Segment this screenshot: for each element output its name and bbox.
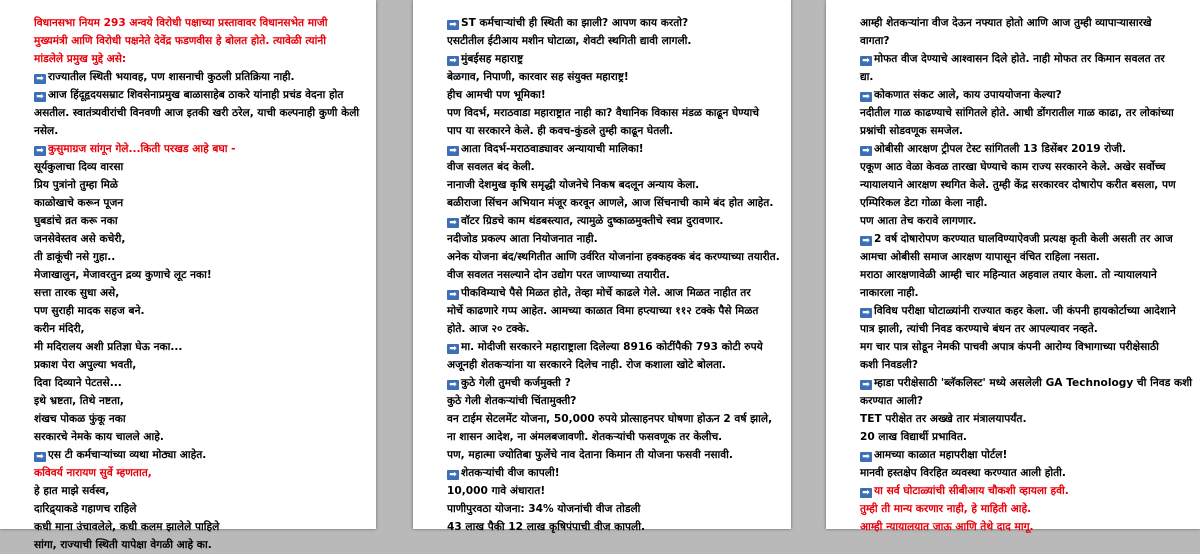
text-line [860, 518, 1192, 536]
line-text: ती डाकूंची नसे गुहा.. [34, 251, 116, 263]
text-line [34, 518, 366, 536]
line-text: कविवर्य नारायण सुर्वे म्हणतात, [34, 467, 152, 479]
line-text: मी मदिरालय अशी प्रतिज्ञा घेऊ नका... [34, 341, 183, 353]
text-line [447, 68, 781, 86]
line-text: पाप या सरकारने केले. ही कवच-कुंडले तुम्ही काढून घेतली. [447, 125, 674, 137]
arrow-right-icon: ➡ [447, 380, 459, 390]
text-line [860, 428, 1192, 446]
text-line [447, 410, 781, 428]
text-line [447, 230, 781, 248]
line-text: मुख्यमंत्री आणि विरोधी पक्षनेते देवेंद्र फडणवीस हे बोलत होते. त्यावेळी त्यांनी [34, 35, 326, 47]
text-line [34, 446, 366, 464]
line-text: द्या. [860, 71, 874, 83]
line-text: मग चार पात्र सोडून नेमकी पाचवी अपात्र कंपनी आरोग्य विभागाच्या परीक्षेसाठी [860, 341, 1159, 353]
arrow-right-icon: ➡ [447, 20, 459, 30]
text-line [860, 122, 1192, 140]
text-line [34, 68, 366, 86]
line-text: 10,000 गावे अंधारात! [447, 485, 546, 497]
text-line [447, 392, 781, 410]
text-line [34, 14, 366, 32]
line-text: विविध परीक्षा घोटाळ्यांनी राज्यात कहर केला. जी कंपनी हायकोर्टाच्या आदेशाने [874, 305, 1176, 317]
line-text: मेजाखालुन, मेजावरतुन द्रव्य कुणाचे लूट नका! [34, 269, 212, 281]
line-text: मोर्चे काढणारे गप्प आहेत. आमच्या काळात विमा हप्त्याच्या ११२ टक्के पैसे मिळत [447, 305, 759, 317]
arrow-right-icon: ➡ [860, 56, 872, 66]
arrow-right-icon: ➡ [860, 146, 872, 156]
text-line [860, 392, 1192, 410]
arrow-right-icon: ➡ [447, 218, 459, 228]
text-line [34, 140, 366, 158]
line-text: शंखच पोकळ फुंकू नका [34, 413, 126, 425]
text-line [860, 446, 1192, 464]
line-text: ओबीसी आरक्षण ट्रीपल टेस्ट सांगितली 13 डिसेंबर 2019 रोजी. [874, 143, 1127, 155]
line-text: ना शासन आदेश, ना अंमलबजावणी. शेतकऱ्यांची फसवणूक तर केलीच. [447, 431, 723, 443]
text-line [447, 338, 781, 356]
text-line [34, 500, 366, 518]
line-text: न्यायालयाने आरक्षण स्थगित केले. तुम्ही केंद्र सरकारवर दोषारोप करीत बसला, पण [860, 179, 1176, 191]
line-text: पण आता तेच करावे लागणार. [860, 215, 977, 227]
line-text: मानवी हस्तक्षेप विरहित व्यवस्था करण्यात आली होती. [860, 467, 1066, 479]
text-line [34, 374, 366, 392]
text-line [34, 86, 366, 104]
arrow-right-icon: ➡ [860, 236, 872, 246]
arrow-right-icon: ➡ [447, 146, 459, 156]
text-line [860, 176, 1192, 194]
text-line [447, 50, 781, 68]
text-line [447, 86, 781, 104]
line-text: आज हिंदूहृदयसम्राट शिवसेनाप्रमुख बाळासाहेब ठाकरे यांनाही प्रचंड वेदना होत [48, 89, 344, 101]
line-text: वीज सवलत नसल्याने दोन उद्योग परत जाण्याच्या तयारीत. [447, 269, 670, 281]
line-text: नानाजी देशमुख कृषि समृद्धी योजनेचे निकष बदलून अन्याय केला. [447, 179, 700, 191]
line-text: होते. आज २० टक्के. [447, 323, 530, 335]
line-text: आमच्या काळात महापरीक्षा पोर्टल! [874, 449, 1008, 461]
text-line [34, 248, 366, 266]
line-text: प्रिय पुत्रांनो तुम्हा मिळे [34, 179, 118, 191]
line-text: मोफत वीज देण्याचे आश्वासन दिले होते. नाही मोफत तर किमान सवलत तर [874, 53, 1165, 65]
text-line [860, 338, 1192, 356]
line-text: मांडलेले प्रमुख मुद्दे असे: [34, 53, 127, 65]
line-text: सूर्यकुलाचा दिव्य वारसा [34, 161, 124, 173]
text-line [447, 212, 781, 230]
line-text: 43 लाख पैकी 12 लाख कृषिपंपाची वीज कापली. [447, 521, 645, 533]
text-line [860, 194, 1192, 212]
text-line [860, 356, 1192, 374]
line-text: सत्ता तारक सुधा असे, [34, 287, 120, 299]
text-line [34, 122, 366, 140]
text-line [447, 518, 781, 536]
line-text: बळीराजा सिंचन अभियान मंजूर करवून आणले, आज सिंचनाची कामे बंद होत आहेत. [447, 197, 774, 209]
arrow-right-icon: ➡ [447, 56, 459, 66]
text-line [860, 50, 1192, 68]
document-page-1 [0, 0, 376, 551]
line-text: नदीतील गाळ काढण्याचे सांगितले होते. आधी डोंगरातील गाळ काढा, तर लोकांच्या [860, 107, 1174, 119]
line-text: कधी माना उंचावलेले, कधी कलम झालेले पाहिले [34, 521, 220, 533]
text-line [860, 500, 1192, 518]
line-text: करण्यात आली? [860, 395, 924, 407]
text-line [860, 212, 1192, 230]
arrow-right-icon: ➡ [447, 470, 459, 480]
text-line [860, 32, 1192, 50]
text-line [860, 266, 1192, 284]
text-line [34, 230, 366, 248]
arrow-right-icon: ➡ [860, 452, 872, 462]
line-text: आम्ही न्यायालयात जाऊ आणि तेथे दाद मागू. [860, 521, 1034, 533]
text-line [34, 104, 366, 122]
text-line [860, 248, 1192, 266]
text-line [447, 482, 781, 500]
text-line [34, 392, 366, 410]
text-line [34, 284, 366, 302]
line-text: बेळगाव, निपाणी, कारवार सह संयुक्त महाराष्ट्र! [447, 71, 629, 83]
document-page-2 [413, 0, 791, 533]
text-line [34, 194, 366, 212]
text-line [34, 266, 366, 284]
arrow-right-icon: ➡ [34, 146, 46, 156]
text-line [447, 500, 781, 518]
line-text: घुबडांचे व्रत करू नका [34, 215, 118, 227]
line-text: वीज सवलत बंद केली. [447, 161, 535, 173]
line-text: असतील. स्वातंत्र्यवीरांची विनवणी आज इतकी खरी ठरेल, याची कल्पनाही कुणी केली [34, 107, 360, 119]
line-text: आमचा ओबीसी समाज आरक्षण यापासून वंचित राहिला नसता. [860, 251, 1100, 263]
line-text: वॉटर ग्रिडचे काम थंडबस्त्यात, त्यामुळे दुष्काळमुक्तीचे स्वप्न दुरावणार. [461, 215, 724, 227]
text-line [34, 32, 366, 50]
line-text: कोकणात संकट आले, काय उपाययोजना केल्या? [874, 89, 1062, 101]
line-text: पाणीपुरवठा योजना: 34% योजनांची वीज तोडली [447, 503, 641, 515]
text-line [860, 320, 1192, 338]
arrow-right-icon: ➡ [34, 452, 46, 462]
text-line [447, 446, 781, 464]
line-text: दारिद्र्याकडे गहाणच राहिले [34, 503, 137, 515]
arrow-right-icon: ➡ [860, 488, 872, 498]
text-line [34, 320, 366, 338]
line-text: कुठे गेली शेतकऱ्यांची चिंतामुक्ती? [447, 395, 577, 407]
text-line [860, 482, 1192, 500]
line-text: अजूनही शेतकऱ्यांना या सरकारने दिलेच नाही. रोज कशाला खोटे बोलता. [447, 359, 726, 371]
arrow-right-icon: ➡ [447, 290, 459, 300]
line-text: राज्यातील स्थिती भयावह, पण शासनाची कुठली प्रतिक्रिया नाही. [48, 71, 295, 83]
text-line [860, 14, 1192, 32]
line-text: पीकविम्याचे पैसे मिळत होते, तेव्हा मोर्चे काढले गेले. आज मिळत नाहीत तर [461, 287, 751, 299]
line-text: पात्र झाली, त्यांची निवड करण्याचे बंधन तर आपल्यावर नव्हते. [860, 323, 1098, 335]
line-text: मा. मोदीजी सरकारने महाराष्ट्राला दिलेल्या 8916 कोटींपैकी 793 कोटी रुपये [461, 341, 763, 353]
text-line [860, 464, 1192, 482]
text-line [860, 140, 1192, 158]
line-text: आता विदर्भ-मराठवाड्यावर अन्यायाची मालिका! [461, 143, 644, 155]
text-line [447, 374, 781, 392]
text-line [447, 464, 781, 482]
text-line [860, 158, 1192, 176]
arrow-right-icon: ➡ [860, 308, 872, 318]
line-text: काळोखाचे करून पूजन [34, 197, 124, 209]
line-text: 20 लाख विद्यार्थी प्रभावित. [860, 431, 967, 443]
text-line [447, 428, 781, 446]
text-line [447, 14, 781, 32]
text-line [34, 212, 366, 230]
line-text: प्रकाश पेरा अपुल्या भवती, [34, 359, 137, 371]
arrow-right-icon: ➡ [860, 92, 872, 102]
text-line [34, 356, 366, 374]
text-line [860, 104, 1192, 122]
line-text: मराठा आरक्षणावेळी आम्ही चार महिन्यात अहवाल तयार केला. तो न्यायालयाने [860, 269, 1157, 281]
text-line [447, 284, 781, 302]
line-text: नदीजोड प्रकल्प आता नियोजनात नाही. [447, 233, 598, 245]
text-line [447, 104, 781, 122]
text-line [447, 176, 781, 194]
text-line [34, 338, 366, 356]
document-page-3 [826, 0, 1200, 533]
line-text: पण विदर्भ, मराठवाडा महाराष्ट्रात नाही का? वैधानिक विकास मंडळ काढून घेण्याचे [447, 107, 759, 119]
line-text: नाकारला नाही. [860, 287, 919, 299]
text-line [447, 266, 781, 284]
line-text: प्रश्नांची सोडवणूक समजेल. [860, 125, 963, 137]
line-text: एम्पिरिकल डेटा गोळा केला नाही. [860, 197, 988, 209]
line-text: म्हाडा परीक्षेसाठी 'ब्लॅकलिस्ट' मध्ये असलेली GA Technology ची निवड कशी [874, 377, 1193, 389]
text-line [447, 122, 781, 140]
text-line [447, 320, 781, 338]
line-text: हीच आमची पण भूमिका! [447, 89, 546, 101]
line-text: हे हात माझे सर्वस्व, [34, 485, 110, 497]
line-text: एस टी कर्मचाऱ्यांच्या व्यथा मोठ्या आहेत. [48, 449, 207, 461]
line-text: विधानसभा नियम 293 अन्वये विरोधी पक्षाच्या प्रस्तावावर विधानसभेत माजी [34, 17, 328, 29]
line-text: एसटीतील ईटीआय मशीन घोटाळा, शेवटी स्थगिती द्यावी लागली. [447, 35, 692, 47]
arrow-right-icon: ➡ [860, 380, 872, 390]
line-text: 2 वर्ष दोषारोपण करण्यात घालविण्याऐवजी प्रत्यक्ष कृती केली असती तर आज [874, 233, 1173, 245]
line-text: दिवा दिव्याने पेटतसे... [34, 377, 122, 389]
text-line [447, 248, 781, 266]
text-line [860, 410, 1192, 428]
line-text: जनसेवेस्तव असे कचेरी, [34, 233, 126, 245]
text-line [34, 410, 366, 428]
line-text: पण, महात्मा ज्योतिबा फुलेंचे नाव देताना किमान ती योजना फसवी नसावी. [447, 449, 733, 461]
line-text: या सर्व घोटाळ्यांची सीबीआय चौकशी व्हायला हवी. [874, 485, 1069, 497]
text-line [447, 356, 781, 374]
text-line [860, 68, 1192, 86]
text-line [447, 158, 781, 176]
text-line [34, 158, 366, 176]
text-line [860, 86, 1192, 104]
text-line [447, 194, 781, 212]
text-line [34, 428, 366, 446]
line-text: कुठे गेली तुमची कर्जमुक्ती ? [461, 377, 571, 389]
text-line [34, 536, 366, 554]
line-text: कुसुमाग्रज सांगून गेले...किती परखड आहे बघा - [48, 143, 236, 155]
text-line [860, 284, 1192, 302]
text-line [34, 176, 366, 194]
line-text: शेतकऱ्यांची वीज कापली! [461, 467, 560, 479]
line-text: अनेक योजना बंद/स्थगितीत आणि उर्वरित योजनांना हक्कहक्क बंद करण्याच्या तयारीत. [447, 251, 780, 263]
line-text: मुंबईसह महाराष्ट्र [461, 53, 524, 65]
text-line [447, 32, 781, 50]
line-text: तुम्ही ती मान्य करणार नाही, हे माहिती आहे. [860, 503, 1032, 515]
line-text: नसेल. [34, 125, 59, 137]
line-text: पण सुराही मादक सहज बने. [34, 305, 145, 317]
line-text: सरकारचे नेमके काय चालले आहे. [34, 431, 164, 443]
text-line [34, 302, 366, 320]
line-text: एकूण आठ वेळा केवळ तारखा घेण्याचे काम राज्य सरकारने केले. अखेर सर्वोच्च [860, 161, 1166, 173]
line-text: इथे भ्रष्टता, तिथे नष्टता, [34, 395, 124, 407]
line-text: ST कर्मचाऱ्यांची ही स्थिती का झाली? आपण काय करतो? [461, 17, 689, 29]
line-text: करीन मंदिरी, [34, 323, 85, 335]
text-line [860, 302, 1192, 320]
text-line [34, 50, 366, 68]
line-text: TET परीक्षेत तर अख्खे तार मंत्रालयापर्यंत. [860, 413, 1027, 425]
line-text: सांगा, राज्याची स्थिती यापेक्षा वेगळी आहे का. [34, 539, 212, 551]
text-line [860, 374, 1192, 392]
text-line [447, 302, 781, 320]
line-text: वागता? [860, 35, 890, 47]
arrow-right-icon: ➡ [447, 344, 459, 354]
arrow-right-icon: ➡ [34, 74, 46, 84]
text-line [34, 482, 366, 500]
text-line [34, 464, 366, 482]
line-text: वन टाईम सेटलमेंट योजना, 50,000 रुपये प्रोत्साहनपर घोषणा होऊन 2 वर्ष झाले, [447, 413, 773, 425]
text-line [447, 140, 781, 158]
text-line [860, 230, 1192, 248]
line-text: कशी निवडली? [860, 359, 919, 371]
arrow-right-icon: ➡ [34, 92, 46, 102]
line-text: आम्ही शेतकऱ्यांना वीज देऊन नफ्यात होतो आणि आज तुम्ही व्यापाऱ्यासारखे [860, 17, 1152, 29]
